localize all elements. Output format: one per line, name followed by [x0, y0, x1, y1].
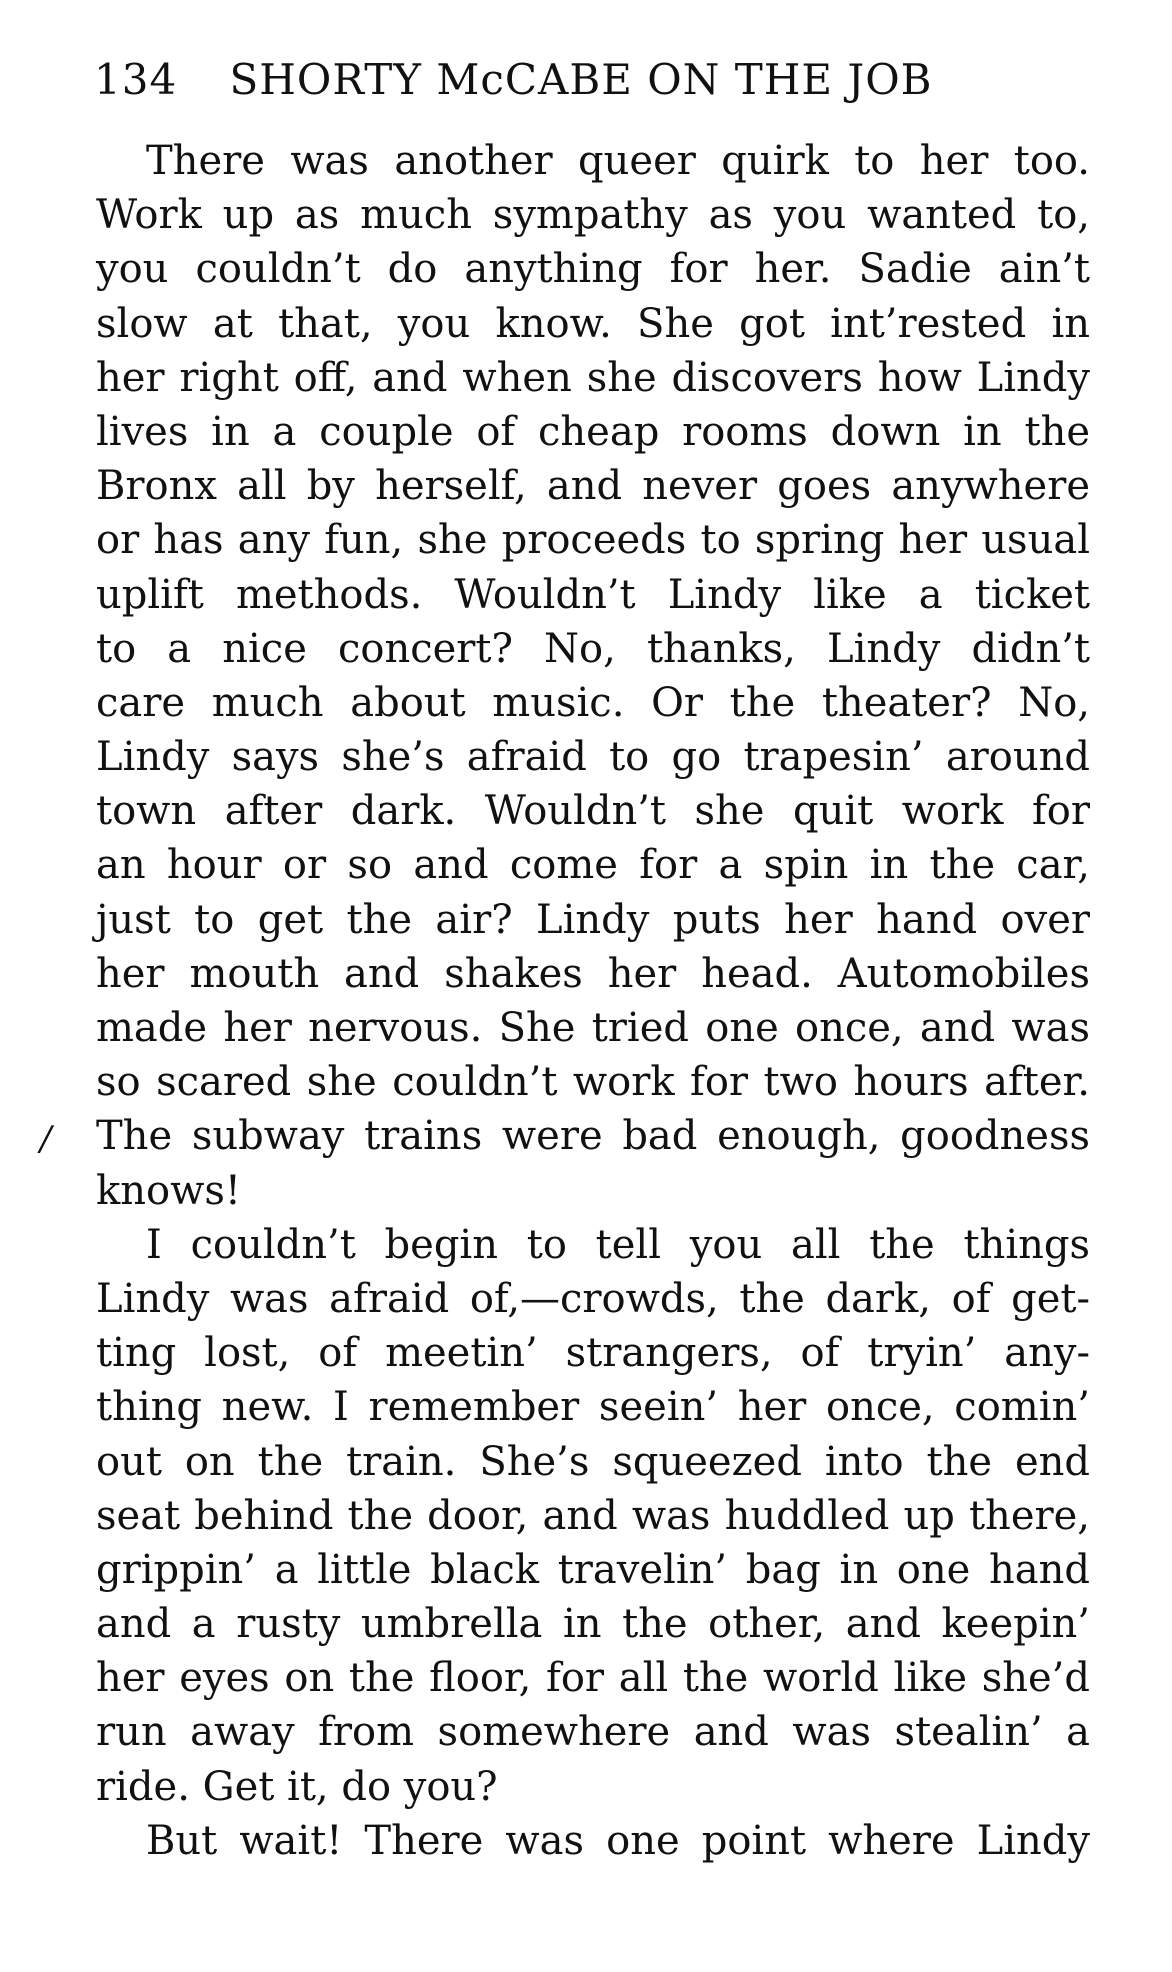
text-line: ride. Get it, do you? — [96, 1763, 498, 1810]
text-line: you couldn’t do anything for her. Sadie ain’t — [96, 246, 1090, 293]
text-line: lives in a couple of cheap rooms down in the — [96, 408, 1090, 455]
book-title: SHORTY McCABE ON THE JOB — [229, 55, 933, 104]
text-line: Lindy was afraid of,—crowds, the dark, of get- — [96, 1275, 1090, 1322]
text-line: her eyes on the floor, for all the world like she’d — [96, 1655, 1090, 1702]
text-line: and a rusty umbrella in the other, and keepin’ — [96, 1601, 1090, 1648]
running-head — [94, 50, 1094, 110]
text-line: Work up as much sympathy as you wanted to, — [96, 192, 1090, 239]
page-number: 134 — [94, 55, 178, 104]
text-line: There was another queer quirk to her too. — [146, 138, 1090, 184]
text-line: seat behind the door, and was huddled up there, — [96, 1492, 1090, 1539]
text-line: knows! — [96, 1167, 241, 1214]
text-line: Lindy says she’s afraid to go trapesin’ around — [96, 734, 1090, 781]
text-line: so scared she couldn’t work for two hours after. — [96, 1059, 1090, 1106]
text-line: her mouth and shakes her head. Automobiles — [96, 950, 1090, 997]
text-line: uplift methods. Wouldn’t Lindy like a ticket — [96, 571, 1090, 618]
text-line: thing new. I remember seein’ her once, comin’ — [96, 1384, 1090, 1431]
text-line: made her nervous. She tried one once, and was — [96, 1005, 1090, 1051]
text-line: I couldn’t begin to tell you all the things — [146, 1221, 1090, 1268]
text-line: grippin’ a little black travelin’ bag in one hand — [96, 1546, 1090, 1593]
text-line: or has any fun, she proceeds to spring her usual — [96, 517, 1090, 564]
margin-pencil-mark: / — [40, 1119, 52, 1159]
text-line: just to get the air? Lindy puts her hand over — [96, 896, 1090, 943]
text-line: an hour or so and come for a spin in the car, — [96, 842, 1090, 889]
text-line: But wait! There was one point where Lindy — [146, 1817, 1090, 1864]
text-line: out on the train. She’s squeezed into the end — [96, 1438, 1090, 1485]
text-line: town after dark. Wouldn’t she quit work for — [96, 788, 1090, 835]
text-line: ting lost, of meetin’ strangers, of tryin’ any- — [96, 1330, 1090, 1377]
text-line: slow at that, you know. She got int’rested in — [96, 300, 1090, 347]
text-line: run away from somewhere and was stealin’ a — [96, 1709, 1090, 1756]
text-line: Bronx all by herself, and never goes anywhere — [96, 463, 1090, 510]
body-text — [96, 134, 1090, 1868]
text-line: The subway trains were bad enough, goodness — [96, 1113, 1090, 1160]
text-line: her right off, and when she discovers how Lindy — [96, 354, 1090, 401]
text-line: care much about music. Or the theater? No, — [96, 679, 1090, 726]
text-line: to a nice concert? No, thanks, Lindy didn’t — [96, 625, 1090, 672]
